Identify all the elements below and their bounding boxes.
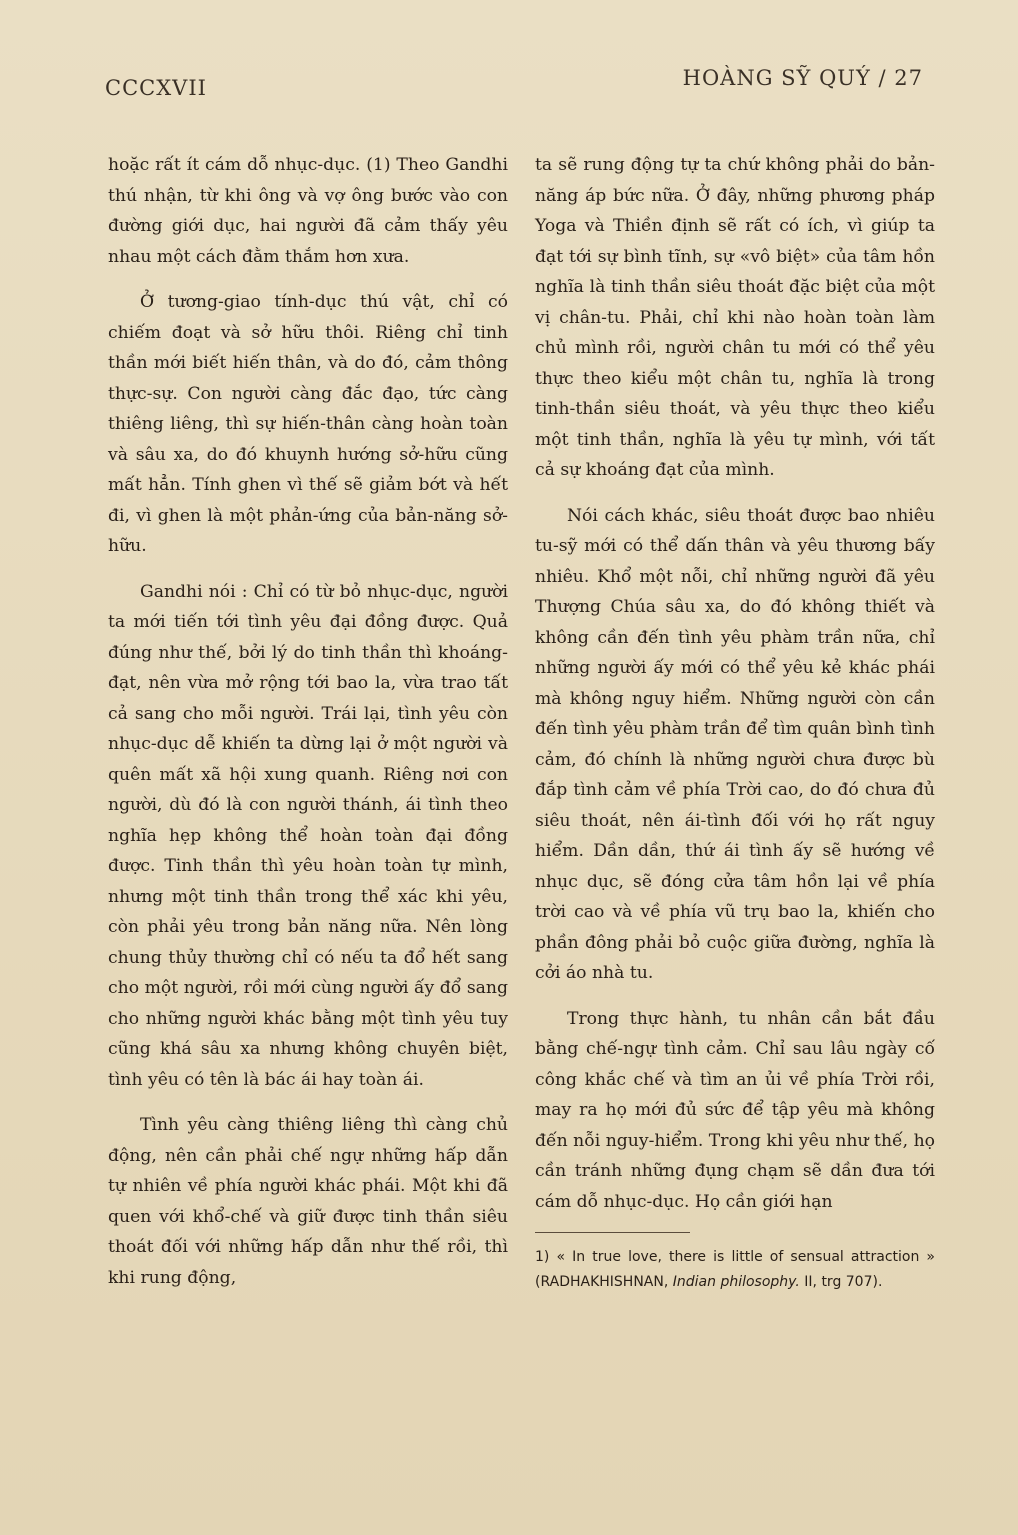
running-header bbox=[105, 62, 923, 102]
paragraph: Gandhi nói : Chỉ có từ bỏ nhục-dục, người ta mới tiến tới tình yêu đại đồng được. Quả đúng như thế, bởi lý do tinh thần thì khoáng-đạt, nên vừa mở rộng tới bao la, vừa trao tất cả sang cho mỗi người. Trái lại, tình yêu còn nhục-dục dễ khiến ta dừng lại ở một người và quên mất xã hội xung quanh. Riêng nơi con người, dù đó là con người thánh, ái tình theo nghĩa hẹp không thể hoàn toàn đại đồng được. Tinh thần thì yêu hoàn toàn tự mình, nhưng một tinh thần trong thể xác khi yêu, còn phải yêu trong bản năng nữa. Nên lòng chung thủy thường chỉ có nếu ta đổ hết sang cho một người, rồi mới cùng người ấy đổ sang cho những người khác bằng một tình yêu tuy cũng khá sâu xa nhưng không chuyên biệt, tình yêu có tên là bác ái hay toàn ái. bbox=[108, 581, 508, 1090]
footnote-source: (RADHAKHISHNAN, bbox=[535, 1274, 669, 1290]
left-column bbox=[108, 150, 508, 1308]
footnote-quote: « In true love, there is little of sensual attraction » bbox=[556, 1249, 936, 1265]
paragraph: hoặc rất ít cám dỗ nhục-dục. (1) Theo Gandhi thú nhận, từ khi ông và vợ ông bước vào con đường giới dục, hai người đã cảm thấy yêu nhau một cách đằm thắm hơn xưa. bbox=[108, 155, 508, 267]
paragraph: Trong thực hành, tu nhân cần bắt đầu bằng chế-ngự tình cảm. Chỉ sau lâu ngày cố công khắc chế và tìm an ủi về phía Trời rồi, may ra họ mới đủ sức để tập yêu mà không đến nỗi nguy-hiểm. Trong khi yêu như thế, họ cần tránh những đụng chạm sẽ dần đưa tới cám dỗ nhục-dục. Họ cần giới hạn bbox=[535, 1008, 935, 1212]
author-page-number: HOÀNG SỸ QUÝ / 27 bbox=[682, 66, 923, 90]
paragraph: Ở tương-giao tính-dục thú vật, chỉ có chiếm đoạt và sở hữu thôi. Riêng chỉ tinh thần mới biết hiến thân, và do đó, cảm thông thực-sự. Con người càng đắc đạo, tức càng thiêng liêng, thì sự hiến-thân càng hoàn toàn và sâu xa, do đó khuynh hướng sở-hữu cũng mất hẳn. Tính ghen vì thế sẽ giảm bớt và hết đi, vì ghen là một phản-ứng của bản-năng sở-hữu. bbox=[108, 292, 508, 556]
chapter-roman-numeral: CCCXVII bbox=[105, 76, 207, 100]
footnote-divider bbox=[535, 1232, 690, 1233]
footnote bbox=[535, 1245, 935, 1295]
footnote-reference: II, trg 707). bbox=[804, 1274, 883, 1290]
footnote-book-title: Indian philosophy. bbox=[672, 1274, 800, 1290]
footnote-marker: 1) bbox=[535, 1249, 550, 1265]
right-column bbox=[535, 150, 935, 1295]
paragraph: Nói cách khác, siêu thoát được bao nhiêu tu-sỹ mới có thể dấn thân và yêu thương bấy nhiêu. Khổ một nỗi, chỉ những người đã yêu Thượng Chúa sâu xa, do đó không thiết và không cần đến tình yêu phàm trần nữa, chỉ những người ấy mới có thể yêu kẻ khác phái mà không nguy hiểm. Những người còn cần đến tình yêu phàm trần để tìm quân bình tình cảm, đó chính là những người chưa được bù đắp tình cảm về phía Trời cao, do đó chưa đủ siêu thoát, nên ái-tình đối với họ rất nguy hiểm. Dần dần, thứ ái tình ấy sẽ hướng về nhục dục, sẽ đóng cửa tâm hồn lại về phía trời cao và về phía vũ trụ bao la, khiến cho phần đông phải bỏ cuộc giữa đường, nghĩa là cởi áo nhà tu. bbox=[535, 505, 935, 983]
paragraph: ta sẽ rung động tự ta chứ không phải do bản-năng áp bức nữa. Ở đây, những phương pháp Yoga và Thiền định sẽ rất có ích, vì giúp ta đạt tới sự bình tĩnh, sự «vô biệt» của tâm hồn nghĩa là tinh thần siêu thoát đặc biệt của một vị chân-tu. Phải, chỉ khi nào hoàn toàn làm chủ mình rồi, người chân tu mới có thể yêu thực theo kiểu một chân tu, nghĩa là trong tinh-thần siêu thoát, và yêu thực theo kiểu một tinh thần, nghĩa là yêu tự mình, với tất cả sự khoáng đạt của mình. bbox=[535, 155, 935, 480]
paragraph: Tình yêu càng thiêng liêng thì càng chủ động, nên cần phải chế ngự những hấp dẫn tự nhiên về phía người khác phái. Một khi đã quen với khổ-chế và giữ được tinh thần siêu thoát đối với những hấp dẫn như thế rồi, thì khi rung động, bbox=[108, 1115, 508, 1288]
